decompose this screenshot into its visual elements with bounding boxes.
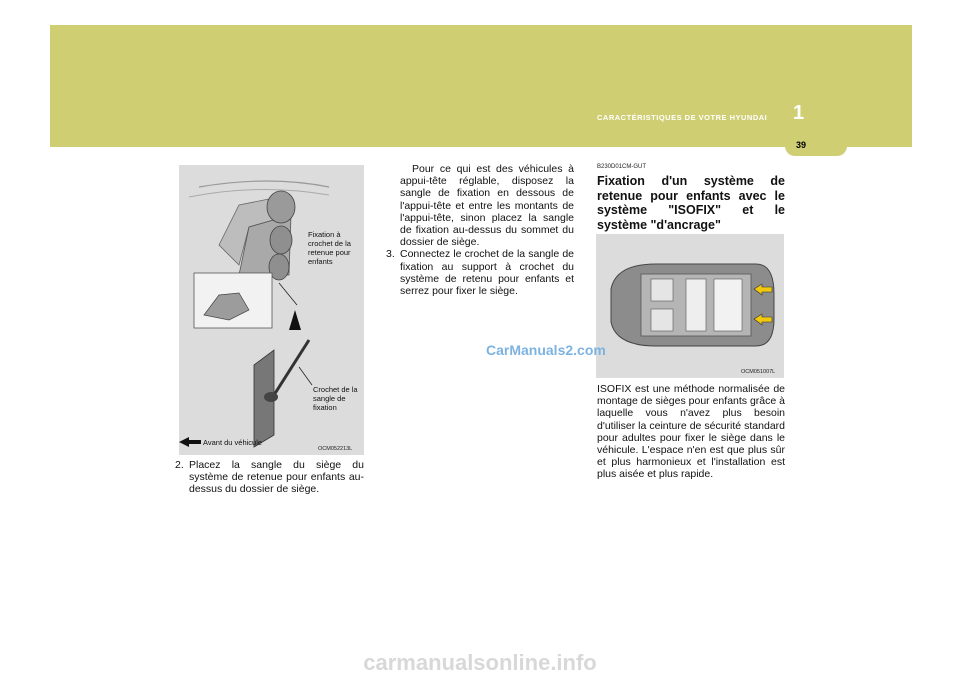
isofix-figure	[596, 234, 784, 378]
watermark-middle: CarManuals2.com	[486, 342, 606, 358]
section-code: B230D01CM-GUT	[597, 164, 647, 170]
middle-paragraph: Pour ce qui est des véhicules à appui-tête réglable, disposez la sangle de fixation en dessous de l'appui-tête et entre les montants de l'appui-tête, sinon placez la sangle de fixation au-dessus du sommet du dossier de siège.	[400, 163, 574, 249]
header-band	[50, 25, 912, 147]
section-heading: Fixation d'un système de retenue pour enfants avec le système "ISOFIX" et le système "d'ancrage"	[597, 174, 785, 232]
page-number: 39	[795, 140, 806, 150]
step-2-number: 2.	[175, 459, 184, 471]
figure2-code: OCM051007L	[741, 369, 776, 375]
figure1-code: OCM052213L	[318, 446, 353, 452]
page-tab	[785, 136, 847, 156]
step-2	[175, 459, 364, 496]
chapter-number: 1	[793, 102, 805, 124]
step-3-text: Connectez le crochet de la sangle de fixation au support à crochet du système de retenu pour enfants et serrez pour fixer le siège.	[400, 248, 574, 298]
figure1-label-front: Avant du véhicule	[203, 438, 263, 447]
section-title: CARACTÉRISTIQUES DE VOTRE HYUNDAI	[597, 113, 768, 122]
figure1-label-top: Fixation à crochet de la retenue pour enfants	[308, 230, 351, 266]
step-2-text: Placez la sangle du siège du système de retenue pour enfants au-dessus du dossier de siège.	[189, 459, 364, 496]
figure1-label-bottom: Crochet de la sangle de fixation	[313, 385, 358, 412]
middle-column	[386, 163, 574, 297]
watermark-bottom: carmanualsonline.info	[363, 650, 597, 675]
step-3	[386, 248, 574, 297]
left-column	[175, 459, 364, 496]
step-3-number: 3.	[386, 248, 395, 261]
car-topview-illustration	[596, 234, 784, 378]
right-paragraph: ISOFIX est une méthode normalisée de montage de sièges pour enfants grâce à laquelle vous n'avez plus besoin d'utiliser la ceinture de sécurité standard pour adultes pour fixer le siège dans le véhicule. L'espace n'en est que plus sûr et plus harmonieux et l'installation est plus aisée et plus rapide.	[597, 383, 785, 481]
